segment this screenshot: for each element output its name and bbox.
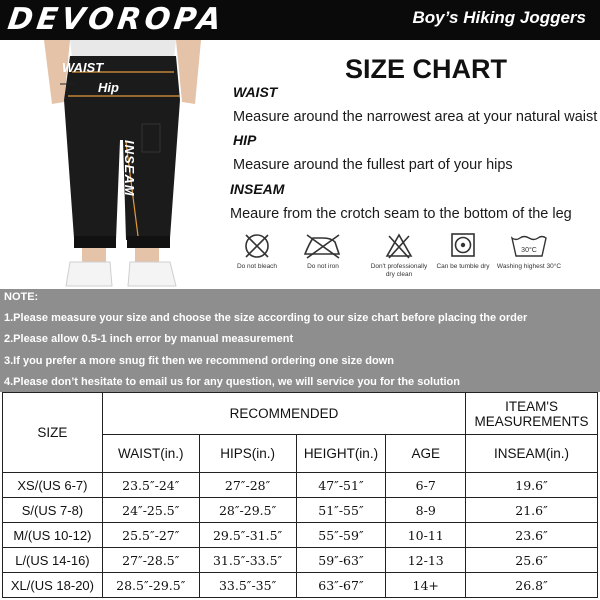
age-cell: 8-9 (386, 498, 466, 523)
size-cell: XL/(US 18-20) (3, 573, 103, 598)
waist-heading: WAIST (233, 84, 278, 100)
column-header: WAIST(in.) (102, 435, 199, 473)
waist-cell: 25.5″-27″ (102, 523, 199, 548)
notes-title: NOTE: (4, 291, 39, 303)
care-item-washing (496, 232, 562, 271)
care-label: Do not bleach (236, 263, 278, 270)
inseam-cell: 26.8″ (466, 573, 598, 598)
age-cell: 12-13 (386, 548, 466, 573)
care-label: Washing highest 30°C (496, 263, 562, 270)
hip-heading: HIP (233, 132, 257, 148)
inseam-description: Meaure from the crotch seam to the bottom of the leg (230, 206, 572, 222)
column-header: HEIGHT(in.) (296, 435, 386, 473)
do-not-iron-icon (301, 232, 345, 260)
size-cell: S/(US 7-8) (3, 498, 103, 523)
washing-icon (509, 232, 549, 260)
table-row (3, 473, 598, 498)
care-item-tumble-dry (430, 232, 496, 271)
care-label: Can be tumble dry (436, 263, 490, 270)
waist-cell: 24″-25.5″ (102, 498, 199, 523)
age-cell: 10-11 (386, 523, 466, 548)
height-cell: 55″-59″ (296, 523, 386, 548)
table-row (3, 548, 598, 573)
waist-cell: 23.5″-24″ (102, 473, 199, 498)
inseam-cell: 23.6″ (466, 523, 598, 548)
inseam-heading: INSEAM (230, 181, 285, 197)
tumble-dry-icon (448, 232, 478, 260)
column-header: AGE (386, 435, 466, 473)
hip-figure-label: Hip (98, 80, 119, 95)
height-cell: 47″-51″ (296, 473, 386, 498)
size-table (2, 392, 598, 598)
height-cell: 59″-63″ (296, 548, 386, 573)
care-item-bleach (224, 232, 290, 271)
table-row (3, 573, 598, 598)
inseam-cell: 25.6″ (466, 548, 598, 573)
no-dry-clean-icon (384, 232, 414, 260)
care-item-dry-clean (366, 232, 432, 279)
inseam-cell: 19.6″ (466, 473, 598, 498)
hips-cell: 29.5″-31.5″ (199, 523, 296, 548)
hips-cell: 33.5″-35″ (199, 573, 296, 598)
item-measurements-header: ITEAM'S MEASUREMENTS (466, 393, 598, 435)
age-cell: 6-7 (386, 473, 466, 498)
note-item: 2.Please allow 0.5-1 inch error by manual measurement (4, 333, 294, 345)
waist-figure-label: WAIST (62, 60, 104, 75)
note-item: 3.If you prefer a more snug fit then we recommend ordering one size down (4, 355, 394, 367)
product-title: Boy’s Hiking Joggers (412, 8, 586, 27)
column-header: INSEAM(in.) (466, 435, 598, 473)
height-cell: 63″-67″ (296, 573, 386, 598)
hip-description: Measure around the fullest part of your hips (233, 157, 513, 173)
wash-temperature: 30°C (521, 247, 537, 254)
column-header: HIPS(in.) (199, 435, 296, 473)
waist-cell: 28.5″-29.5″ (102, 573, 199, 598)
inseam-cell: 21.6″ (466, 498, 598, 523)
size-cell: M/(US 10-12) (3, 523, 103, 548)
table-row (3, 523, 598, 548)
recommended-header: RECOMMENDED (102, 393, 465, 435)
hips-cell: 27″-28″ (199, 473, 296, 498)
brand-logo: DEVOROPA (5, 2, 228, 37)
height-cell: 51″-55″ (296, 498, 386, 523)
care-label: Don't professionally dry clean (370, 263, 428, 278)
size-header: SIZE (3, 393, 103, 473)
table-row (3, 498, 598, 523)
age-cell: 14+ (386, 573, 466, 598)
care-item-iron (290, 232, 356, 271)
notes-panel (0, 289, 600, 392)
header-bar (0, 0, 600, 40)
size-cell: XS/(US 6-7) (3, 473, 103, 498)
size-chart-title: SIZE CHART (345, 54, 507, 84)
note-item: 4.Please don’t hesitate to email us for any question, we will service you for the solution (4, 376, 460, 388)
note-item: 1.Please measure your size and choose the size according to our size chart before placing the order (4, 312, 528, 324)
inseam-figure-label: INSEAM (122, 140, 137, 197)
waist-cell: 27″-28.5″ (102, 548, 199, 573)
size-cell: L/(US 14-16) (3, 548, 103, 573)
hips-cell: 31.5″-33.5″ (199, 548, 296, 573)
care-label: Do not iron (307, 263, 339, 270)
waist-description: Measure around the narrowest area at your natural waist (233, 109, 598, 125)
hips-cell: 28″-29.5″ (199, 498, 296, 523)
do-not-bleach-icon (242, 232, 272, 260)
